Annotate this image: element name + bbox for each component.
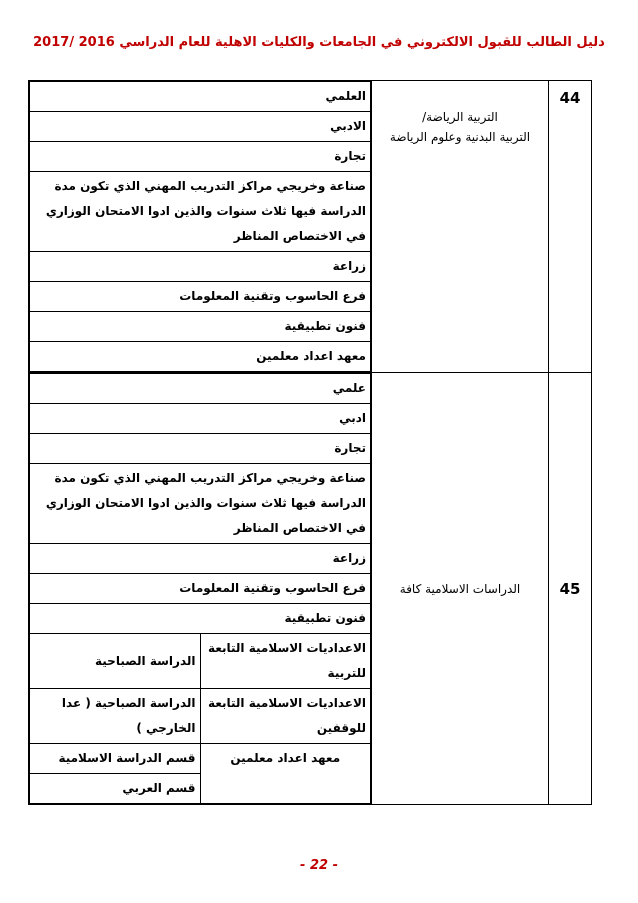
list-item: معهد اعداد معلمين bbox=[30, 342, 371, 372]
row-number: 44 bbox=[549, 81, 592, 373]
split-left: الاعداديات الاسلامية التابعة للتربية bbox=[200, 634, 371, 689]
program-name bbox=[372, 81, 549, 373]
list-item: فنون تطبيقية bbox=[30, 312, 371, 342]
split-right: الدراسة الصباحية bbox=[30, 634, 201, 689]
list-item: تجارة bbox=[30, 434, 371, 464]
split-right: الدراسة الصباحية ( عدا الخارجي ) bbox=[30, 689, 201, 744]
program-line: الدراسات الاسلامية كافة bbox=[399, 581, 521, 596]
accepted-branches bbox=[29, 81, 372, 373]
page-number: - 22 - bbox=[300, 858, 338, 873]
list-item: علمي bbox=[30, 374, 371, 404]
list-item: فرع الحاسوب وتقنية المعلومات bbox=[30, 574, 371, 604]
list-item: صناعة وخريجي مراكز التدريب المهني الذي تكون مدة الدراسة فيها ثلاث سنوات والذين ادوا الامتحان الوزاري في الاختصاص المناظر bbox=[30, 172, 371, 252]
list-item: الادبي bbox=[30, 112, 371, 142]
program-line: التربية البدنية وعلوم الرياضة bbox=[389, 130, 531, 144]
split-left: معهد اعداد معلمين bbox=[200, 744, 371, 804]
table-row bbox=[29, 81, 592, 373]
split-right: قسم الدراسة الاسلامية bbox=[30, 744, 201, 774]
list-item: تجارة bbox=[30, 142, 371, 172]
list-item: صناعة وخريجي مراكز التدريب المهني الذي تكون مدة الدراسة فيها ثلاث سنوات والذين ادوا الامتحان الوزاري في الاختصاص المناظر bbox=[30, 464, 371, 544]
list-item: ادبي bbox=[30, 404, 371, 434]
split-left: الاعداديات الاسلامية التابعة للوقفين bbox=[200, 689, 371, 744]
split-right: قسم العربي bbox=[30, 774, 201, 804]
list-item: فرع الحاسوب وتقنية المعلومات bbox=[30, 282, 371, 312]
list-item: زراعة bbox=[30, 252, 371, 282]
admission-table bbox=[28, 80, 592, 805]
accepted-branches bbox=[29, 373, 372, 805]
row-number: 45 bbox=[549, 373, 592, 805]
program-name bbox=[372, 373, 549, 805]
list-item: زراعة bbox=[30, 544, 371, 574]
program-line: التربية الرياضة/ bbox=[422, 110, 498, 124]
list-item: فنون تطبيقية bbox=[30, 604, 371, 634]
table-row bbox=[29, 373, 592, 805]
list-item: العلمي bbox=[30, 82, 371, 112]
page-header: دليل الطالب للقبول الالكتروني في الجامعات والكليات الاهلية للعام الدراسي 2016 /2017 bbox=[33, 35, 605, 50]
